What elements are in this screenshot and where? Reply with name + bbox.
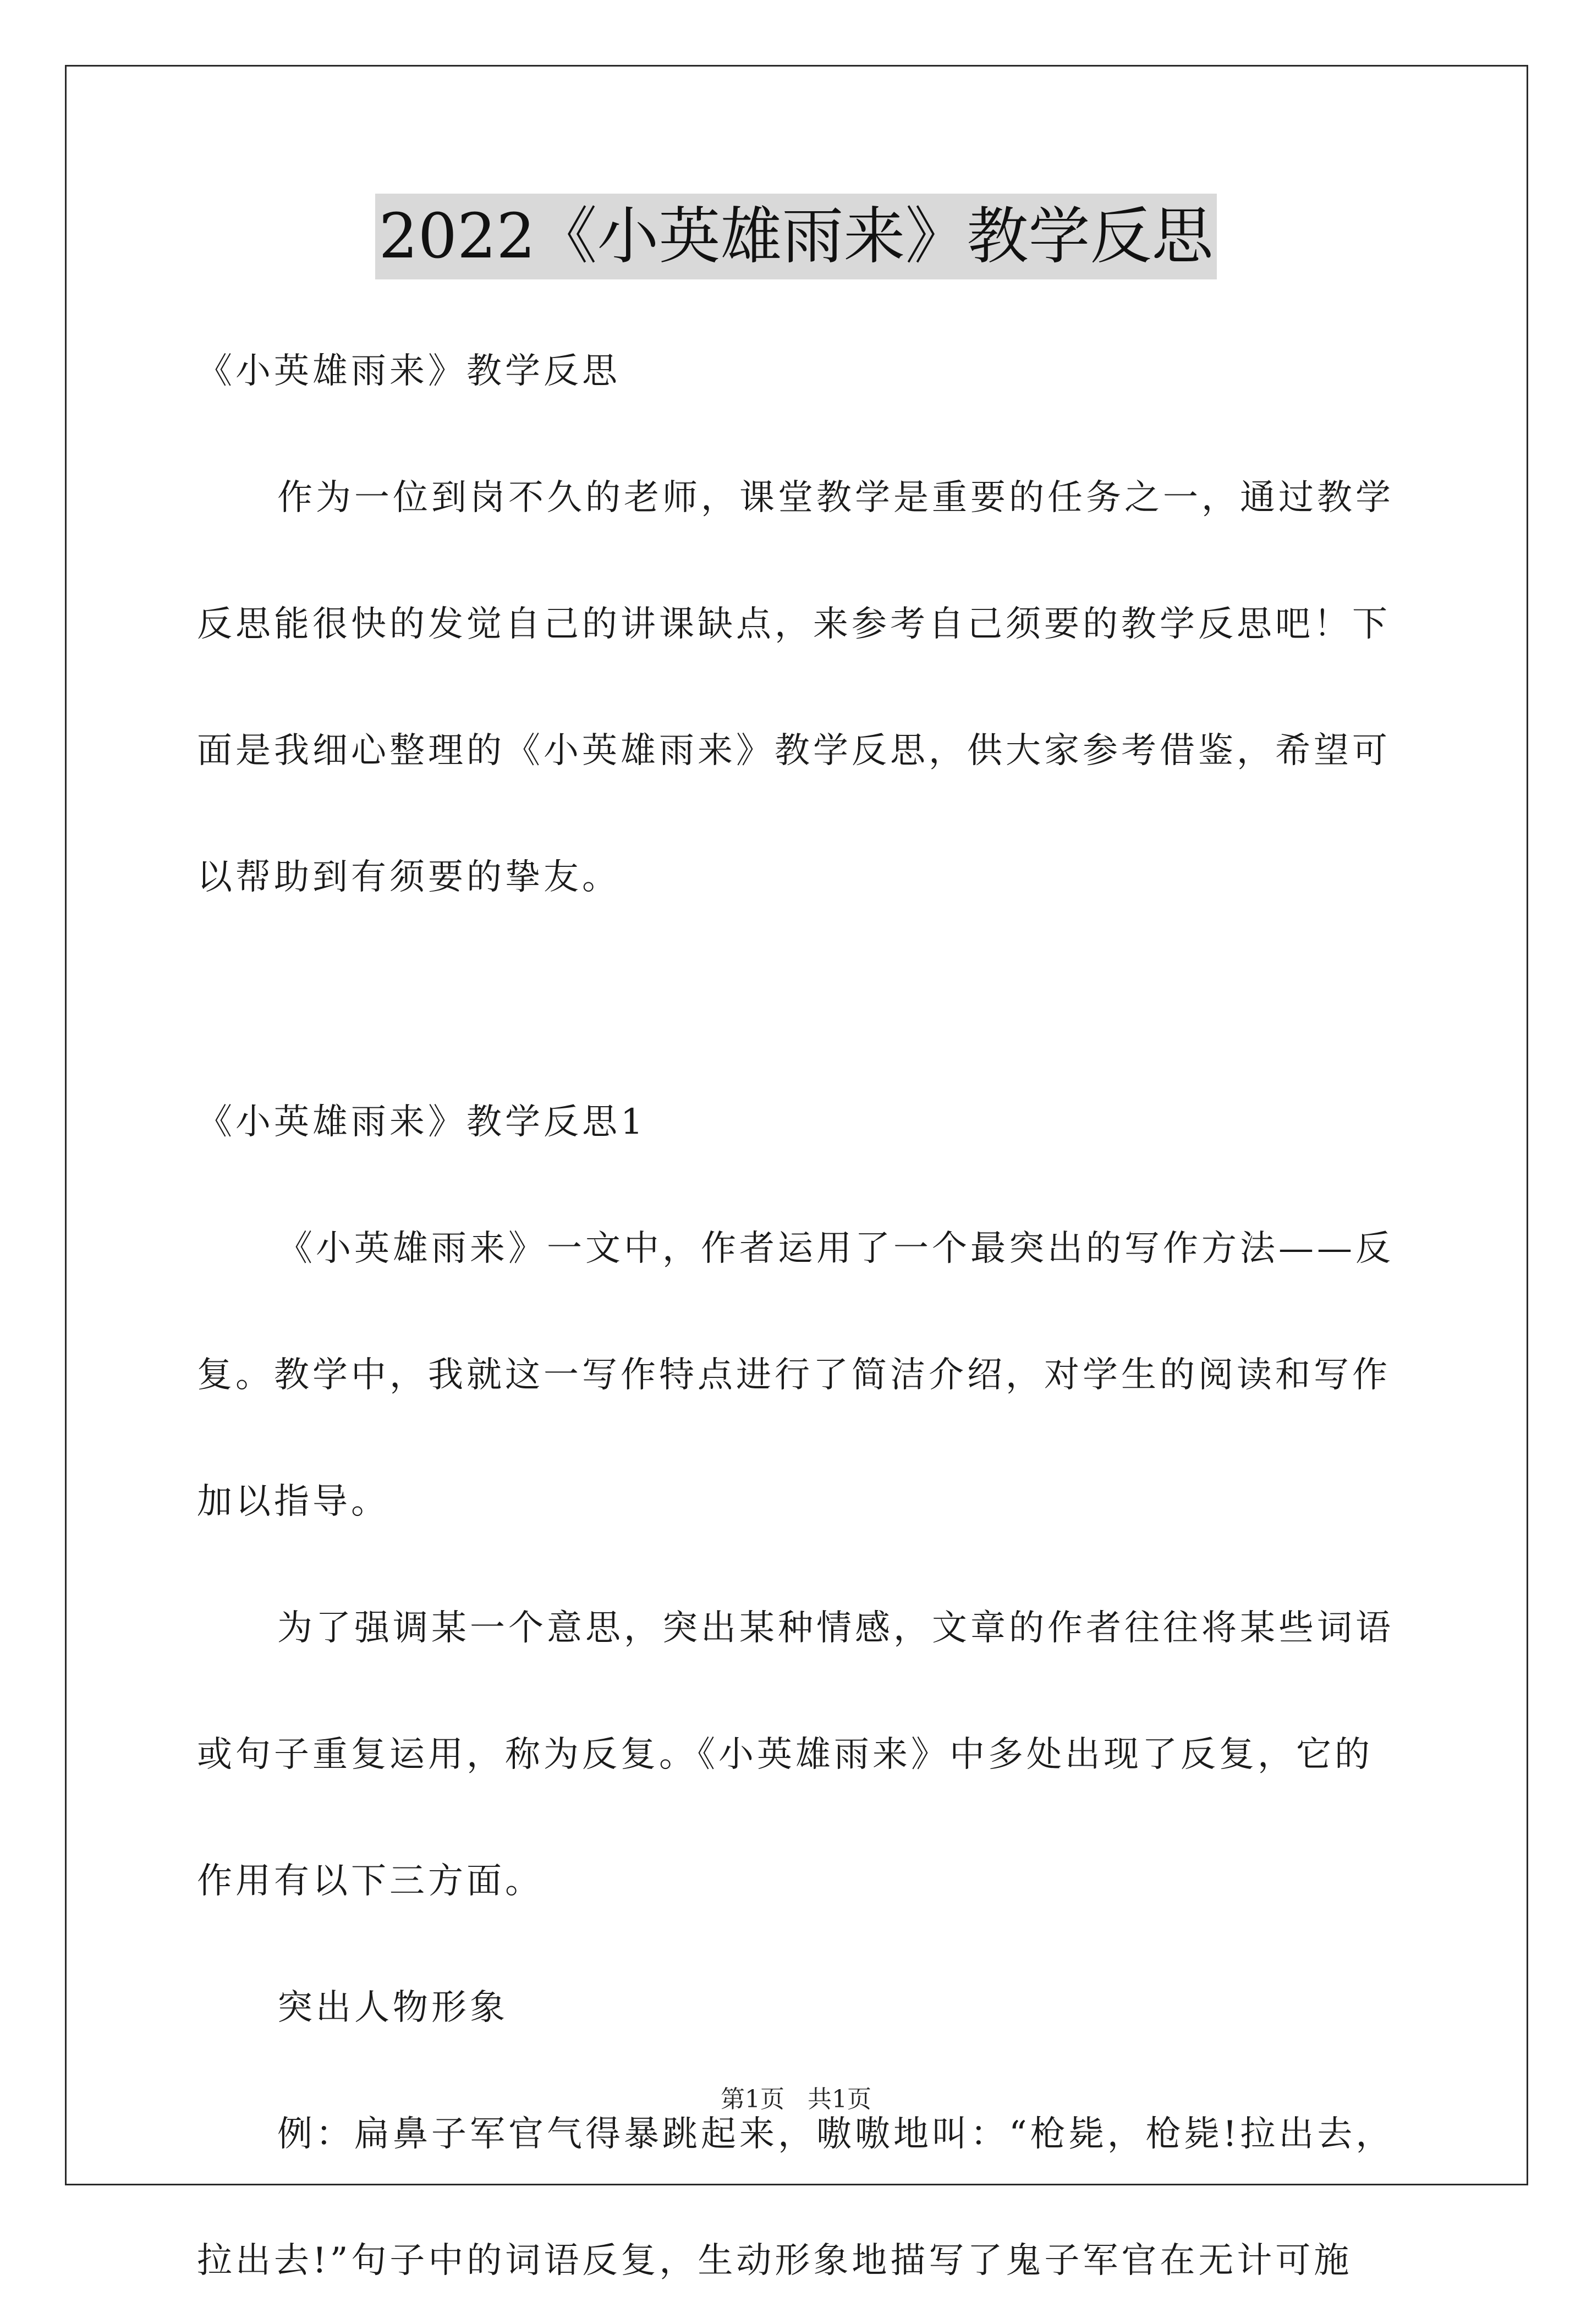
page-footer (0, 2079, 1592, 2114)
document-title: 2022《小英雄雨来》教学反思 (375, 194, 1216, 279)
title-container (0, 194, 1592, 279)
body-paragraph: 例：扁鼻子军官气得暴跳起来，嗷嗷地叫：“枪毙，枪毙!拉出去，拉出去!”句子中的词语反复，生动形象地描写了鬼子军官在无计可施 (197, 2114, 1395, 2281)
section-heading: 《小英雄雨来》教学反思1 (197, 1102, 646, 1142)
page-total: 共1页 (808, 2085, 871, 2113)
body-paragraph: 为了强调某一个意思，突出某种情感，文章的作者往往将某些词语或句子重复运用，称为反复。《小英雄雨来》中多处出现了反复，它的作用有以下三方面。 (197, 1608, 1394, 1902)
subtitle: 《小英雄雨来》教学反思 (197, 351, 621, 392)
document-body (197, 308, 1407, 2324)
page-number: 第1页 (721, 2085, 784, 2113)
subheading-paragraph: 突出人物形象 (277, 1987, 508, 2028)
section-spacer (197, 941, 1407, 1059)
body-paragraph: 《小英雄雨来》一文中，作者运用了一个最突出的写作方法——反复。教学中，我就这一写作特点进行了简洁介绍，对学生的阅读和写作加以指导。 (197, 1228, 1394, 1522)
intro-paragraph: 作为一位到岗不久的老师，课堂教学是重要的任务之一，通过教学反思能很快的发觉自己的讲课缺点，来参考自己须要的教学反思吧！下面是我细心整理的《小英雄雨来》教学反思，供大家参考借鉴，希望可以帮助到有须要的挚友。 (197, 477, 1394, 898)
